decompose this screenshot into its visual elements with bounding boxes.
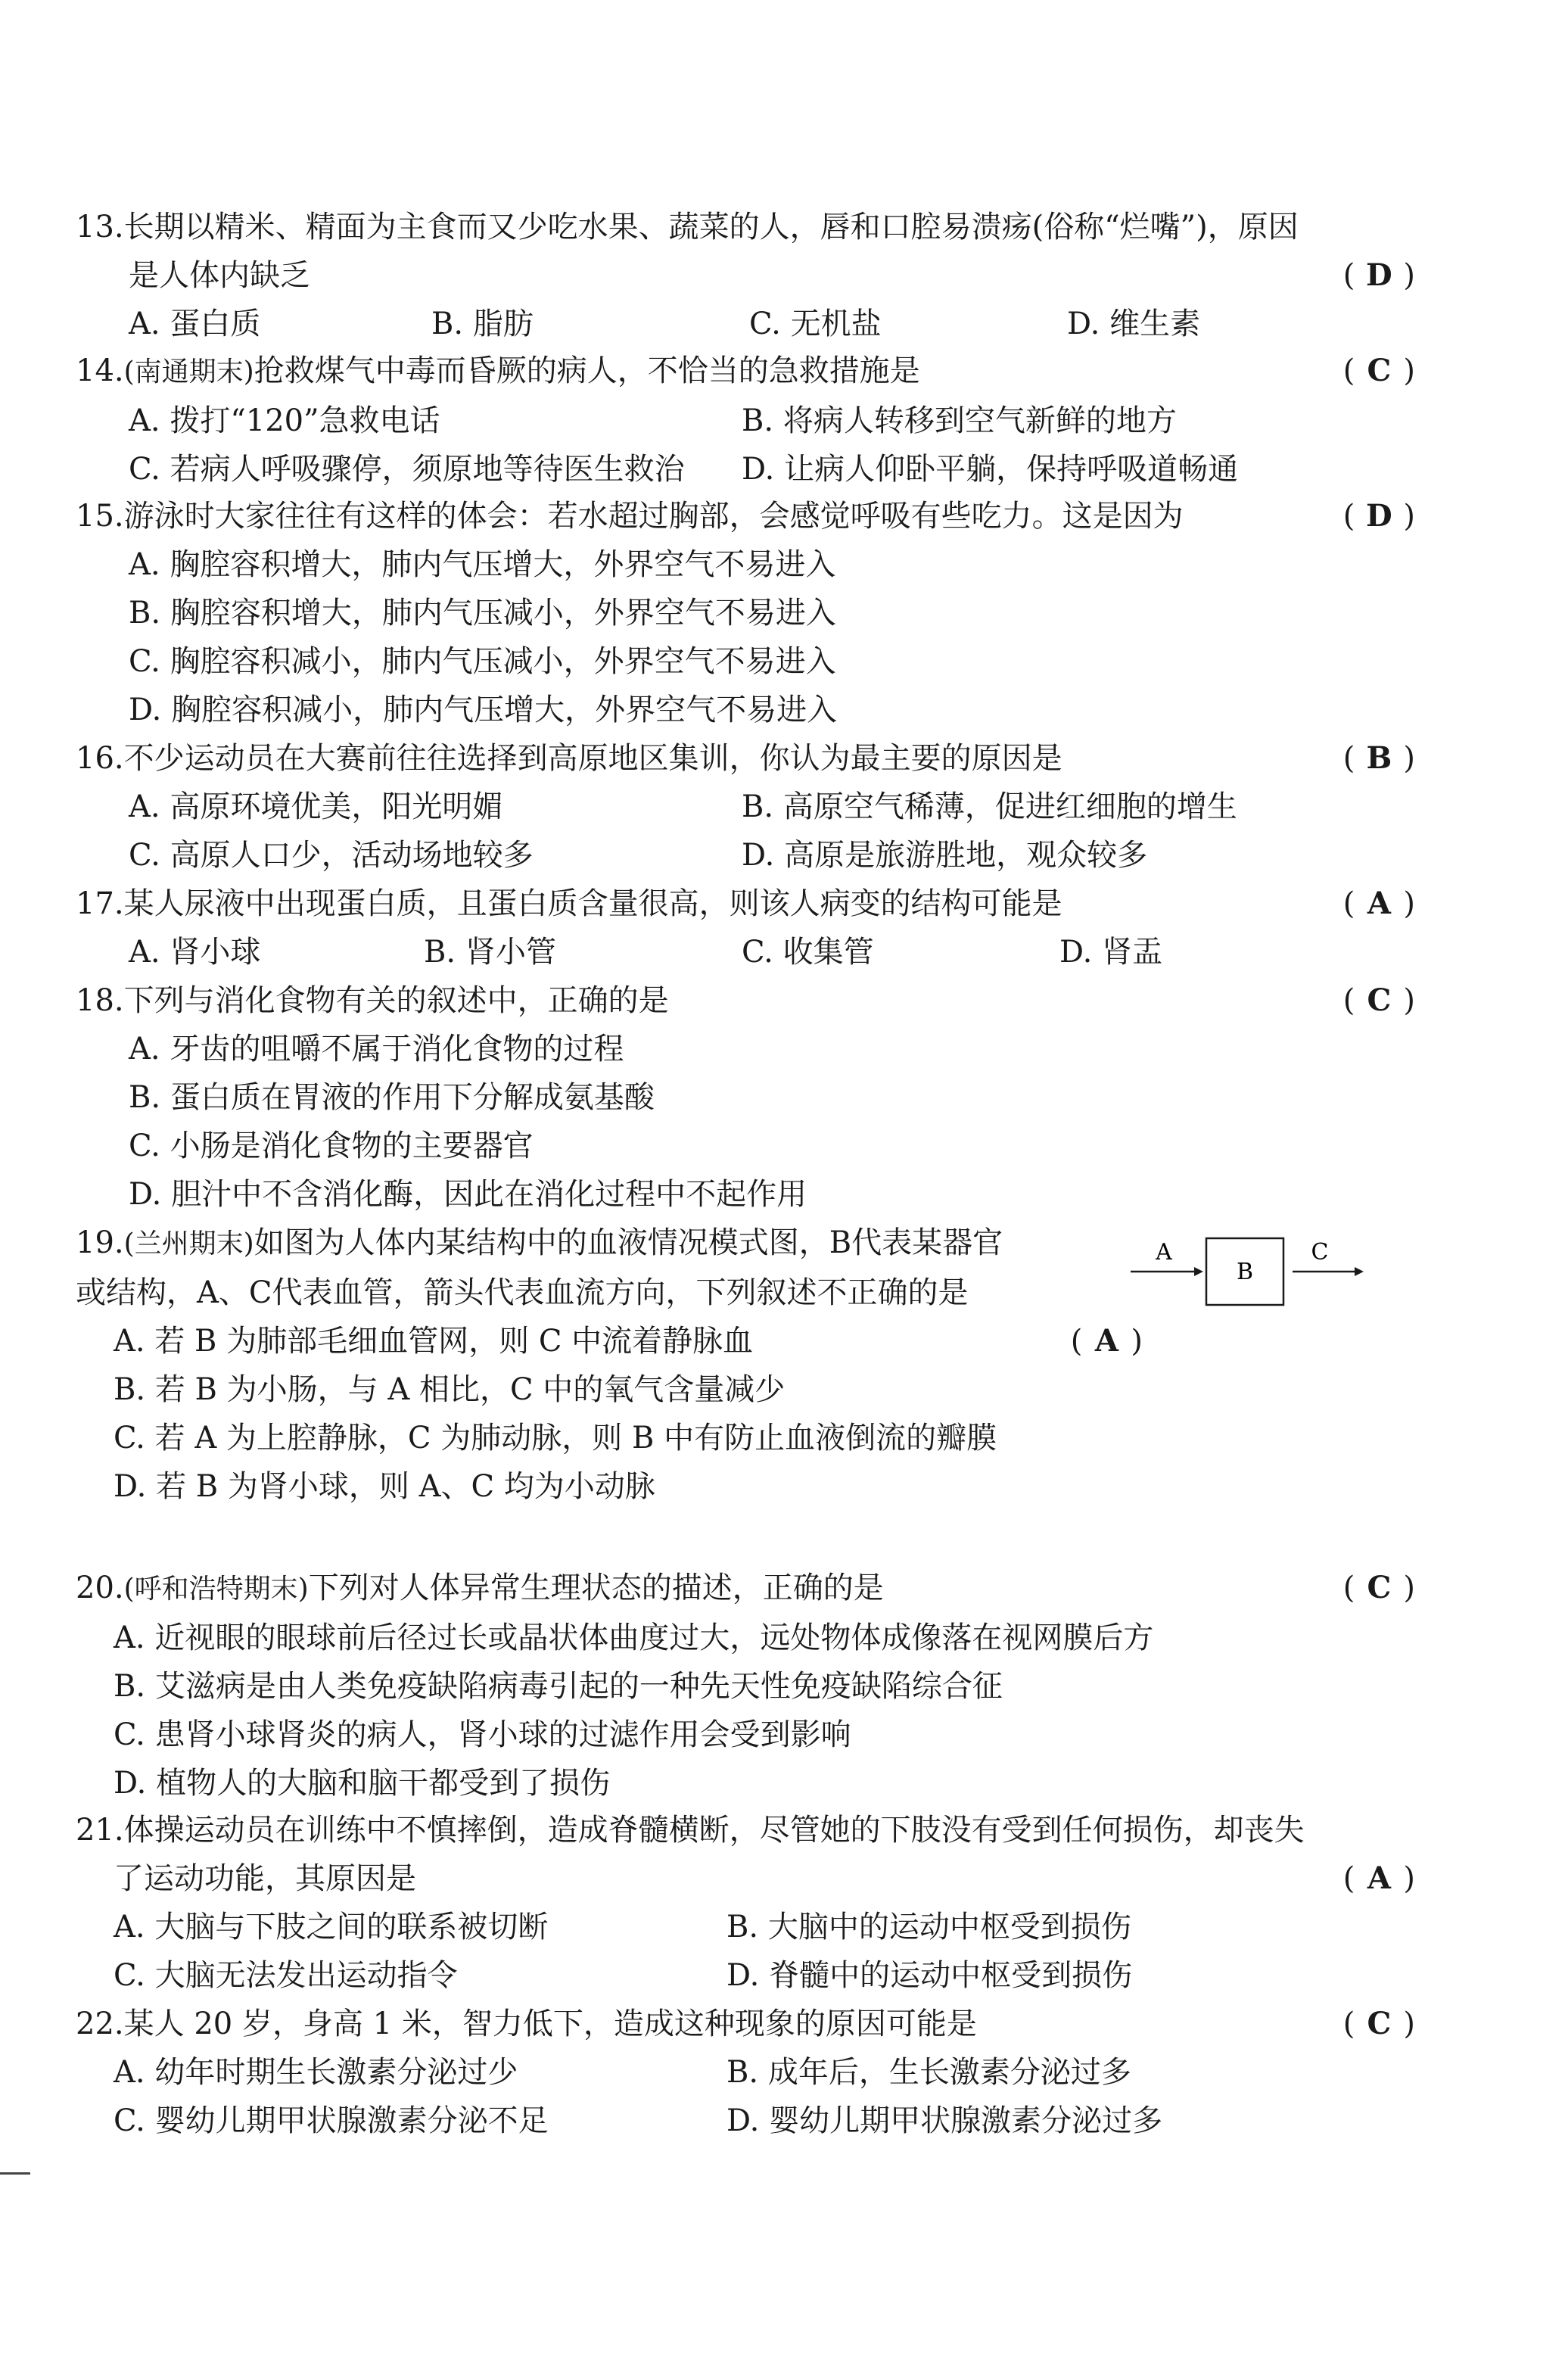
option-a: A. 肾小球 [129, 935, 261, 970]
options-row [76, 831, 1392, 880]
options-row [76, 928, 1392, 976]
options-row [76, 1903, 1392, 1951]
question-number: 16. [76, 741, 124, 776]
option-a: A. 胸腔容积增大，肺内气压增大，外界空气不易进入 [129, 547, 836, 582]
question-stem: 体操运动员在训练中不慎摔倒，造成脊髓横断，尽管她的下肢没有受到任何损伤，却丧失 [123, 1813, 1305, 1848]
answer-bracket: ( B ) [1343, 734, 1415, 783]
options-row [76, 1951, 1392, 2000]
answer-letter: C [1367, 1570, 1392, 1605]
question-stem: 下列与消化食物有关的叙述中，正确的是 [123, 983, 669, 1018]
blood-flow-diagram [1128, 1226, 1370, 1309]
source-tag: (兰州期末) [123, 1228, 254, 1259]
question-stem: 长期以精米、精面为主食而又少吃水果、蔬菜的人，唇和口腔易溃疡(俗称“烂嘴”)，原因 [123, 210, 1299, 244]
option-b: B. 艾滋病是由人类免疫缺陷病毒引起的一种先天性免疫缺陷综合征 [114, 1669, 1003, 1704]
option-c: C. 收集管 [742, 935, 874, 970]
option-b: B. 成年后，生长激素分泌过多 [726, 2055, 1131, 2090]
answer-letter: D [1366, 498, 1392, 534]
option-c: C. 小肠是消化食物的主要器官 [129, 1129, 534, 1163]
option-d: D. 肾盂 [1059, 935, 1163, 970]
question-stem: 下列对人体异常生理状态的描述，正确的是 [308, 1571, 884, 1605]
diagram-label-a: A [1156, 1239, 1172, 1266]
option-a: A. 幼年时期生长激素分泌过少 [114, 2055, 518, 2090]
question-stem: 了运动功能，其原因是 [114, 1861, 416, 1896]
question-22 [76, 2000, 1415, 2145]
arrow-c-head [1355, 1267, 1364, 1276]
option-b: B. 肾小管 [424, 935, 556, 970]
option-c: C. 若病人呼吸骤停，须原地等待医生救治 [129, 452, 685, 487]
option-a: A. 蛋白质 [129, 307, 261, 341]
diagram-label-c: C [1311, 1239, 1329, 1266]
option-c: C. 无机盐 [749, 307, 882, 341]
answer-letter: A [1094, 1323, 1118, 1359]
answer-bracket: ( C ) [1343, 976, 1415, 1025]
option-d: D. 维生素 [1067, 307, 1201, 341]
question-17 [76, 880, 1415, 976]
question-stem: 某人尿液中出现蛋白质，且蛋白质含量很高，则该人病变的结构可能是 [123, 886, 1062, 921]
option-c: C. 婴幼儿期甲状腺激素分泌不足 [114, 2103, 549, 2138]
answer-bracket: ( C ) [1343, 347, 1415, 395]
question-16 [76, 734, 1415, 880]
question-stem: 如图为人体内某结构中的血液情况模式图，B代表某器官 [254, 1225, 1003, 1260]
option-a: A. 高原环境优美，阳光明媚 [129, 789, 503, 824]
question-number: 17. [76, 886, 124, 921]
option-d: D. 让病人仰卧平躺，保持呼吸道畅通 [742, 452, 1239, 487]
answer-letter: D [1366, 257, 1392, 293]
question-stem: 游泳时大家往往有这样的体会：若水超过胸部，会感觉呼吸有些吃力。这是因为 [123, 499, 1184, 534]
option-c: C. 大脑无法发出运动指令 [114, 1958, 458, 1993]
options-row [76, 2048, 1392, 2097]
answer-letter: C [1367, 982, 1392, 1018]
option-d: D. 婴幼儿期甲状腺激素分泌过多 [726, 2103, 1163, 2138]
options-row [76, 445, 1392, 493]
answer-letter: B [1366, 740, 1392, 776]
question-number: 22. [76, 2007, 124, 2041]
option-d: D. 脊髓中的运动中枢受到损伤 [726, 1958, 1133, 1993]
source-tag: (南通期末) [123, 356, 254, 388]
question-15 [76, 492, 1415, 734]
question-20 [76, 1564, 1415, 1807]
question-stem: 抢救煤气中毒而昏厥的病人，不恰当的急救措施是 [254, 353, 920, 388]
options-row [76, 783, 1392, 831]
question-number: 19. [76, 1225, 124, 1260]
question-stem: 或结构，A、C代表血管，箭头代表血流方向，下列叙述不正确的是 [76, 1275, 969, 1310]
answer-bracket: ( D ) [1343, 492, 1415, 540]
source-tag: (呼和浩特期末) [123, 1574, 309, 1605]
option-b: B. 胸腔容积增大，肺内气压减小，外界空气不易进入 [129, 596, 836, 630]
margin-mark [0, 2172, 30, 2175]
option-d: D. 胆汁中不含消化酶，因此在消化过程中不起作用 [129, 1177, 807, 1212]
option-b: B. 蛋白质在胃液的作用下分解成氨基酸 [129, 1080, 655, 1115]
option-a: A. 近视眼的眼球前后径过长或晶状体曲度过大，远处物体成像落在视网膜后方 [114, 1621, 1154, 1655]
diagram-label-b: B [1236, 1259, 1254, 1285]
option-b: B. 脂肪 [431, 307, 534, 341]
question-number: 13. [76, 210, 124, 244]
option-d: D. 若 B 为肾小球，则 A、C 均为小动脉 [114, 1469, 655, 1504]
question-21 [76, 1806, 1415, 2000]
answer-bracket: ( C ) [1343, 1564, 1415, 1612]
option-d: D. 植物人的大脑和脑干都受到了损伤 [114, 1766, 611, 1801]
question-18 [76, 976, 1415, 1219]
question-number: 18. [76, 983, 124, 1018]
option-a: A. 拨打“120”急救电话 [129, 403, 440, 438]
answer-bracket: ( D ) [1343, 251, 1415, 300]
answer-bracket: ( C ) [1343, 2000, 1415, 2048]
question-number: 14. [76, 353, 124, 388]
option-b: B. 将病人转移到空气新鲜的地方 [742, 403, 1177, 438]
answer-letter: C [1367, 2006, 1392, 2041]
arrow-a-head [1194, 1267, 1203, 1276]
question-number: 15. [76, 499, 124, 534]
option-a: A. 大脑与下肢之间的联系被切断 [114, 1910, 549, 1944]
options-row [76, 397, 1392, 445]
option-d: D. 胸腔容积减小，肺内气压增大，外界空气不易进入 [129, 693, 838, 727]
answer-letter: A [1367, 886, 1391, 921]
options-row [76, 300, 1392, 348]
option-c: C. 患肾小球肾炎的病人，肾小球的过滤作用会受到影响 [114, 1717, 851, 1752]
question-number: 21. [76, 1813, 124, 1848]
option-a: A. 若 B 为肺部毛细血管网，则 C 中流着静脉血 [114, 1324, 754, 1359]
option-c: C. 若 A 为上腔静脉，C 为肺动脉，则 B 中有防止血液倒流的瓣膜 [114, 1421, 997, 1456]
answer-bracket: ( A ) [1071, 1317, 1143, 1365]
answer-bracket: ( A ) [1343, 1854, 1415, 1903]
question-14 [76, 347, 1415, 493]
answer-letter: C [1367, 353, 1392, 388]
option-c: C. 胸腔容积减小，肺内气压减小，外界空气不易进入 [129, 644, 836, 679]
answer-bracket: ( A ) [1343, 880, 1415, 928]
answer-letter: A [1367, 1860, 1391, 1896]
option-b: B. 若 B 为小肠，与 A 相比，C 中的氧气含量减少 [114, 1372, 786, 1407]
question-number: 20. [76, 1571, 124, 1605]
option-d: D. 高原是旅游胜地，观众较多 [742, 838, 1148, 873]
question-stem: 不少运动员在大赛前往往选择到高原地区集训，你认为最主要的原因是 [123, 741, 1062, 776]
question-13 [76, 203, 1415, 348]
option-b: B. 高原空气稀薄，促进红细胞的增生 [742, 789, 1237, 824]
option-b: B. 大脑中的运动中枢受到损伤 [726, 1910, 1131, 1944]
question-stem: 某人 20 岁，身高 1 米，智力低下，造成这种现象的原因可能是 [123, 2007, 977, 2041]
option-a: A. 牙齿的咀嚼不属于消化食物的过程 [129, 1032, 624, 1066]
question-stem: 是人体内缺乏 [129, 258, 310, 293]
options-row [76, 2097, 1392, 2145]
option-c: C. 高原人口少，活动场地较多 [129, 838, 534, 873]
